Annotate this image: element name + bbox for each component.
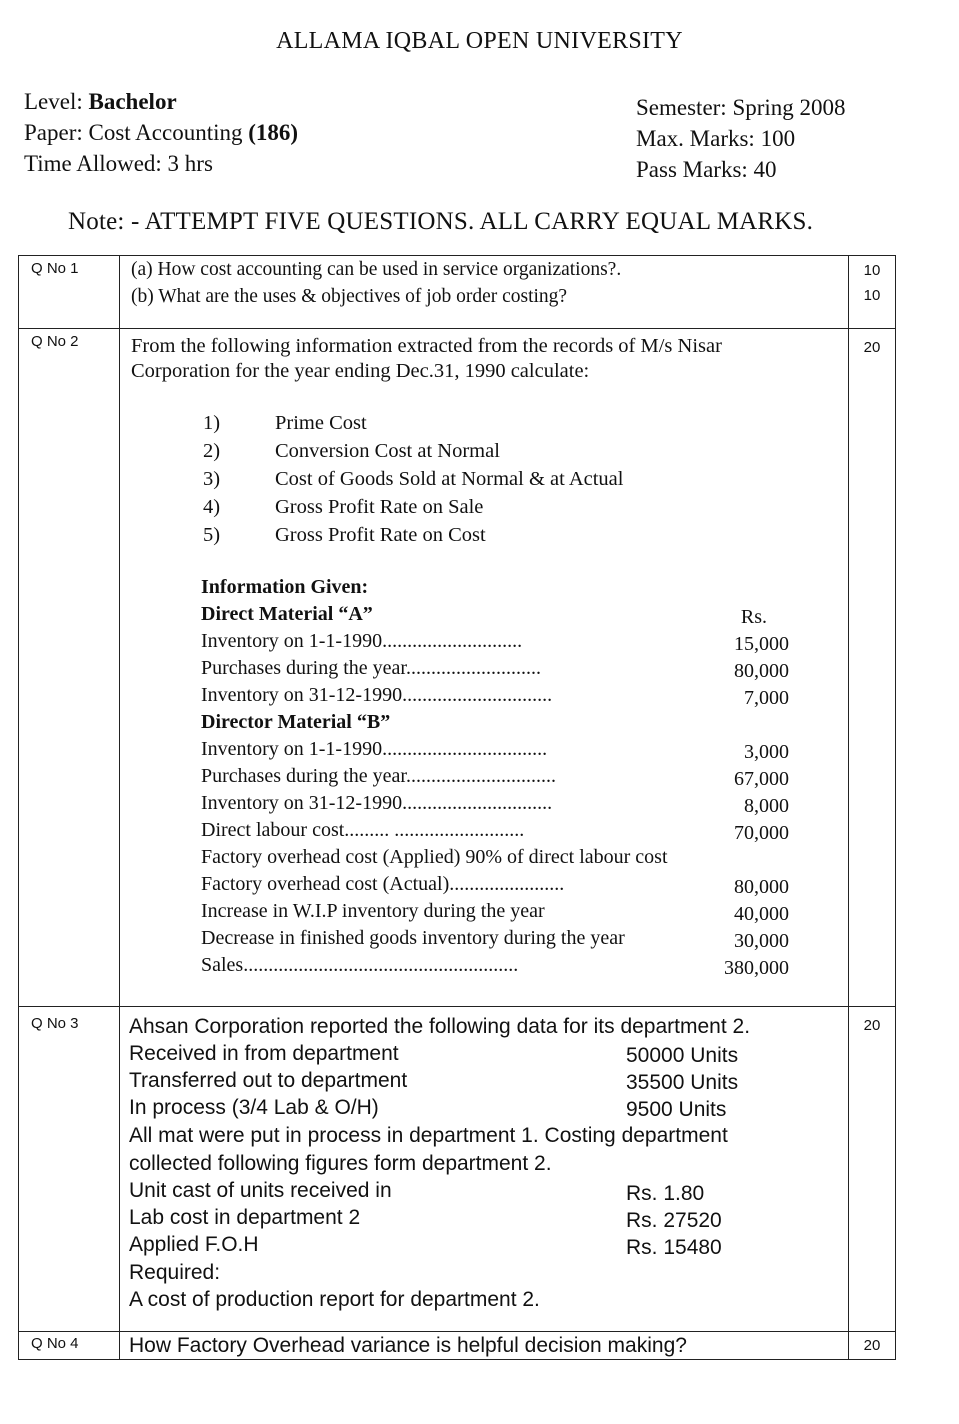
list-item-value: Rs. 27520: [626, 1208, 722, 1232]
question-body: [131, 334, 839, 979]
info-label: Purchases during the year..............................: [201, 765, 556, 787]
info-label: Increase in W.I.P inventory during the year: [201, 900, 545, 922]
info-value: 80,000: [734, 660, 789, 682]
marks-cell: [848, 256, 895, 328]
questions-table: [18, 255, 896, 1360]
list-item: In process (3/4 Lab & O/H): [129, 1096, 379, 1120]
pass-marks: Pass Marks: 40: [636, 157, 777, 182]
info-value: 3,000: [744, 741, 789, 763]
info-label: Inventory on 31-12-1990..............................: [201, 684, 553, 706]
list-item: 5) Gross Profit Rate on Cost: [203, 524, 486, 546]
intro-line: Ahsan Corporation reported the following data for its department 2.: [129, 1015, 751, 1038]
intro-line: Corporation for the year ending Dec.31, 1990 calculate:: [131, 360, 590, 382]
info-value: 40,000: [734, 903, 789, 925]
units-list: [129, 1040, 839, 1122]
info-label: Factory overhead cost (Actual).......................: [201, 873, 565, 895]
list-item: Received in from department: [129, 1042, 399, 1066]
exam-info-left: [24, 86, 298, 179]
list-item: Lab cost in department 2: [129, 1205, 361, 1229]
info-value: 80,000: [734, 876, 789, 898]
info-label: Direct labour cost......... ..........................: [201, 819, 525, 841]
currency-label: Rs.: [740, 606, 767, 628]
time-allowed: Time Allowed: 3 hrs: [24, 151, 213, 176]
question-part-a: (a) How cost accounting can be used in service organizations?.: [131, 259, 622, 280]
info-value: 70,000: [734, 822, 789, 844]
info-label: Inventory on 31-12-1990..............................: [201, 792, 553, 814]
marks-value: 10: [863, 262, 881, 279]
required-text: A cost of production report for department 2.: [129, 1288, 540, 1312]
list-item-value: 9500 Units: [626, 1098, 727, 1122]
info-label: Decrease in finished goods inventory during the year: [201, 927, 625, 949]
marks-value: 20: [863, 1017, 881, 1034]
question-label: Q No 1: [31, 260, 79, 277]
info-label: Inventory on 1-1-1990............................: [201, 630, 523, 652]
question-row-2: [19, 329, 895, 1007]
info-label: Inventory on 1-1-1990.................................: [201, 738, 548, 760]
question-part-b: (b) What are the uses & objectives of job order costing?: [131, 285, 568, 307]
semester: Semester: Spring 2008: [636, 95, 846, 120]
list-item: 4) Gross Profit Rate on Sale: [203, 496, 484, 518]
note-line: collected following figures form department 2.: [129, 1151, 552, 1175]
note-line: All mat were put in process in department 1. Costing department: [129, 1124, 728, 1148]
list-item-value: 35500 Units: [626, 1071, 739, 1095]
material-b-heading: Director Material “B”: [201, 711, 391, 733]
question-body: How Factory Overhead variance is helpful decision making?: [129, 1334, 687, 1357]
university-title: ALLAMA IQBAL OPEN UNIVERSITY: [276, 28, 683, 54]
marks-value: 20: [863, 339, 881, 356]
question-body: [129, 1013, 839, 1313]
information-given: [201, 574, 789, 979]
marks-cell: [848, 1007, 895, 1331]
max-marks: Max. Marks: 100: [636, 126, 796, 151]
info-value: 30,000: [734, 930, 789, 952]
list-item-value: 50000 Units: [626, 1044, 739, 1068]
intro-line: From the following information extracted from the records of M/s Nisar: [131, 335, 722, 357]
marks-cell: [848, 1332, 895, 1359]
exam-info-right: [636, 92, 846, 185]
question-row-1: [19, 256, 895, 329]
info-value: 380,000: [724, 957, 789, 979]
list-item: 1) Prime Cost: [203, 412, 367, 434]
question-row-4: [19, 1332, 895, 1360]
info-label: Sales.......................................................: [201, 954, 519, 976]
info-label: Factory overhead cost (Applied) 90% of direct labour cost: [201, 846, 668, 868]
list-item: Transferred out to department: [129, 1069, 408, 1093]
paper-line: Paper: Cost Accounting (186): [24, 120, 299, 145]
task-list: [203, 409, 623, 549]
required-label: Required:: [129, 1260, 221, 1284]
question-row-3: [19, 1007, 895, 1332]
list-item-value: Rs. 15480: [626, 1235, 722, 1259]
list-item: 2) Conversion Cost at Normal: [203, 440, 500, 462]
info-value: 67,000: [734, 768, 789, 790]
info-heading: Information Given:: [201, 576, 369, 598]
question-body: [131, 257, 839, 310]
costs-list: [129, 1177, 839, 1259]
level-line: Level: Bachelor: [24, 89, 177, 114]
question-label: Q No 4: [31, 1335, 79, 1352]
list-item: 3) Cost of Goods Sold at Normal & at Actual: [203, 468, 624, 490]
list-item: Applied F.O.H: [129, 1232, 259, 1256]
question-label: Q No 2: [31, 333, 79, 350]
marks-value: 20: [863, 1337, 881, 1354]
question-label: Q No 3: [31, 1015, 79, 1032]
list-item-value: Rs. 1.80: [626, 1181, 705, 1205]
info-value: 7,000: [744, 687, 789, 709]
info-value: 15,000: [734, 633, 789, 655]
marks-value: 10: [863, 287, 881, 304]
info-label: Purchases during the year...........................: [201, 657, 541, 679]
info-value: 8,000: [744, 795, 789, 817]
material-a-heading: Direct Material “A”: [201, 603, 373, 625]
list-item: Unit cast of units received in: [129, 1178, 392, 1202]
exam-note: Note: - ATTEMPT FIVE QUESTIONS. ALL CARRY EQUAL MARKS.: [68, 208, 814, 235]
marks-cell: [848, 329, 895, 1006]
